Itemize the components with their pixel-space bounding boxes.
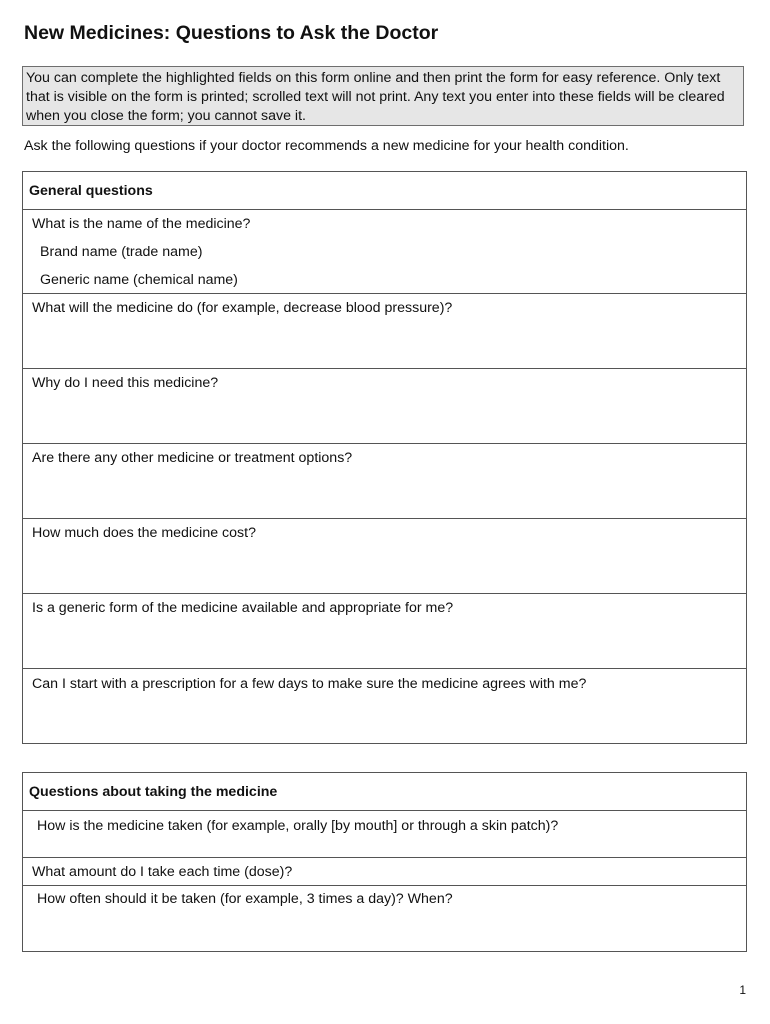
medicine-name-question: What is the name of the medicine? <box>32 216 251 232</box>
medicine-cost-field[interactable] <box>23 518 746 594</box>
medicine-effect-field[interactable] <box>23 293 746 369</box>
medicine-cost-question: How much does the medicine cost? <box>32 525 256 541</box>
how-taken-field[interactable] <box>23 810 746 858</box>
dose-frequency-question: How often should it be taken (for example, 3 times a day)? When? <box>37 891 453 907</box>
taking-medicine-section <box>22 772 747 952</box>
dose-amount-question: What amount do I take each time (dose)? <box>32 864 293 880</box>
taking-medicine-header <box>23 773 746 811</box>
dose-amount-field[interactable] <box>23 857 746 886</box>
medicine-effect-question: What will the medicine do (for example, decrease blood pressure)? <box>32 300 453 316</box>
how-taken-question: How is the medicine taken (for example, orally [by mouth] or through a skin patch)? <box>37 818 559 834</box>
generic-form-field[interactable] <box>23 593 746 669</box>
intro-text: Ask the following questions if your doctor recommends a new medicine for your health condition. <box>24 138 629 154</box>
page-number: 1 <box>739 983 746 997</box>
treatment-options-question: Are there any other medicine or treatment options? <box>32 450 353 466</box>
general-questions-header <box>23 172 746 210</box>
general-questions-section <box>22 171 747 744</box>
dose-frequency-field[interactable] <box>23 885 746 951</box>
taking-medicine-heading: Questions about taking the medicine <box>29 784 278 800</box>
short-prescription-question: Can I start with a prescription for a few days to make sure the medicine agrees with me? <box>32 676 587 692</box>
page-title: New Medicines: Questions to Ask the Doctor <box>24 22 439 44</box>
medicine-need-question: Why do I need this medicine? <box>32 375 219 391</box>
generic-form-question: Is a generic form of the medicine available and appropriate for me? <box>32 600 454 616</box>
general-questions-heading: General questions <box>29 183 153 199</box>
short-prescription-field[interactable] <box>23 668 746 743</box>
brand-name-label: Brand name (trade name) <box>40 244 203 260</box>
medicine-need-field[interactable] <box>23 368 746 444</box>
treatment-options-field[interactable] <box>23 443 746 519</box>
form-notice: You can complete the highlighted fields on this form online and then print the form for easy reference. Only text that is visible on the form is printed; scrolled text will not print. Any text you enter into these fields will be cleared when you close the form; you cannot save it. <box>22 66 744 126</box>
medicine-name-field[interactable] <box>23 209 746 294</box>
generic-name-label: Generic name (chemical name) <box>40 272 238 288</box>
